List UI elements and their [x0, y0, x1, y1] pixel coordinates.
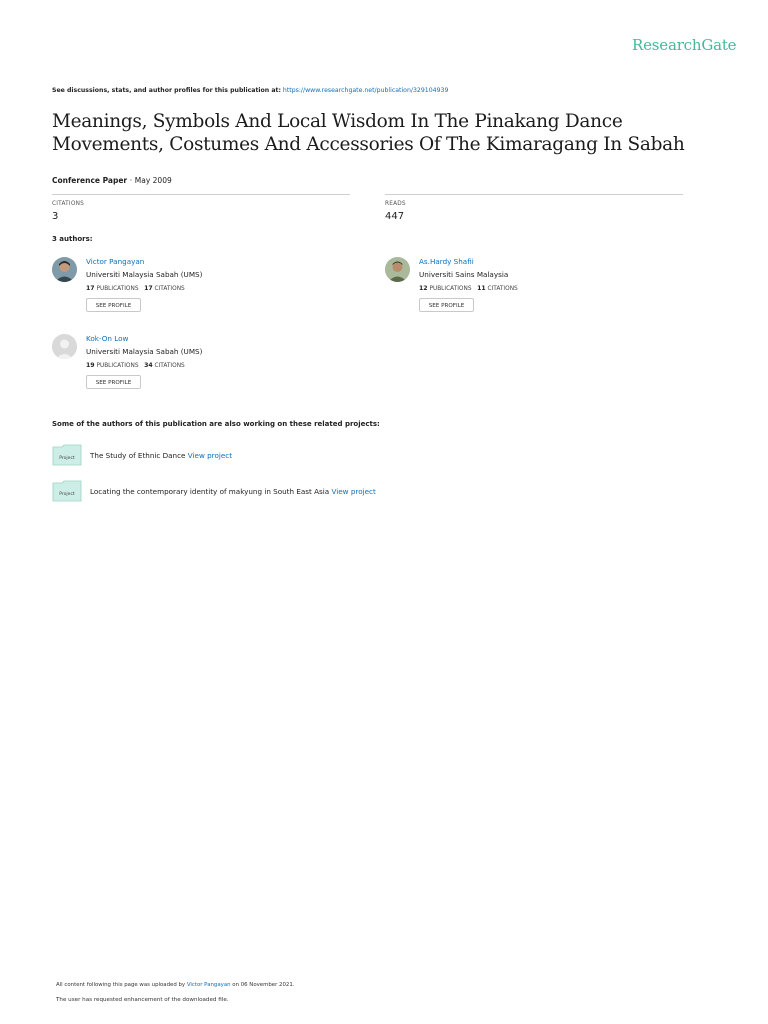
citations-count: 3: [52, 211, 59, 222]
publication-link[interactable]: https://www.researchgate.net/publication/329104939: [282, 87, 449, 94]
avatar[interactable]: [52, 334, 77, 359]
meta-separator: ·: [129, 176, 133, 185]
project-item: [52, 444, 652, 470]
see-discussions-line: [52, 87, 448, 94]
avatar[interactable]: [52, 257, 77, 282]
project-text: [90, 487, 376, 496]
related-projects-label: Some of the authors of this publication are also working on these related projects:: [52, 420, 380, 428]
upload-suffix: on 06 November 2021.: [232, 982, 295, 988]
publications-count: 17: [86, 285, 95, 292]
author-institution: Universiti Malaysia Sabah (UMS): [86, 347, 203, 356]
svg-text:Project: Project: [59, 492, 75, 497]
author-institution: Universiti Sains Malaysia: [419, 270, 509, 279]
see-profile-button[interactable]: SEE PROFILE: [419, 298, 474, 312]
publication-type: Conference Paper: [52, 176, 128, 185]
avatar[interactable]: [385, 257, 410, 282]
upload-note: [56, 982, 294, 988]
see-discussions-label: See discussions, stats, and author profiles for this publication at:: [52, 87, 281, 94]
publication-meta: [52, 176, 172, 185]
project-title: The Study of Ethnic Dance: [90, 451, 186, 460]
citations-label: CITATIONS: [487, 286, 518, 292]
author-card: [385, 257, 685, 321]
see-profile-button[interactable]: SEE PROFILE: [86, 298, 141, 312]
author-counts: [86, 362, 185, 369]
citations-label: CITATIONS: [52, 201, 84, 207]
citations-count: 11: [477, 285, 486, 292]
researchgate-logo[interactable]: ResearchGate: [632, 36, 737, 54]
author-name[interactable]: Kok-On Low: [86, 334, 129, 343]
reads-label: READS: [385, 201, 406, 207]
publications-count: 19: [86, 362, 95, 369]
author-card: [52, 334, 352, 398]
upload-prefix: All content following this page was uploaded by: [56, 982, 186, 988]
folder-icon: [52, 444, 82, 466]
publication-date: May 2009: [134, 176, 172, 185]
publication-title: Meanings, Symbols And Local Wisdom In The Pinakang Dance Movements, Costumes And Accessories Of The Kimaragang In Sabah: [52, 111, 685, 155]
reads-count: 447: [385, 211, 405, 222]
view-project-link[interactable]: View project: [187, 451, 233, 460]
authors-label: 3 authors:: [52, 235, 93, 243]
project-title: Locating the contemporary identity of makyung in South East Asia: [90, 487, 330, 496]
see-profile-button[interactable]: SEE PROFILE: [86, 375, 141, 389]
citations-count: 17: [144, 285, 153, 292]
project-item: [52, 480, 652, 506]
uploader-link[interactable]: Victor Pangayan: [186, 982, 231, 988]
author-card: [52, 257, 352, 321]
divider-right: [385, 194, 683, 195]
author-name[interactable]: As.Hardy Shafii: [419, 257, 474, 266]
author-counts: [86, 285, 185, 292]
publications-label: PUBLICATIONS: [429, 286, 472, 292]
publications-label: PUBLICATIONS: [96, 286, 139, 292]
citations-label: CITATIONS: [154, 286, 185, 292]
author-name[interactable]: Victor Pangayan: [86, 257, 145, 266]
author-counts: [419, 285, 518, 292]
folder-icon: [52, 480, 82, 502]
citations-label: CITATIONS: [154, 363, 185, 369]
divider-left: [52, 194, 350, 195]
publications-count: 12: [419, 285, 428, 292]
request-note: The user has requested enhancement of the downloaded file.: [56, 997, 229, 1003]
author-institution: Universiti Malaysia Sabah (UMS): [86, 270, 203, 279]
view-project-link[interactable]: View project: [331, 487, 376, 496]
svg-text:Project: Project: [59, 456, 75, 461]
publications-label: PUBLICATIONS: [96, 363, 139, 369]
project-text: [90, 451, 232, 460]
citations-count: 34: [144, 362, 153, 369]
